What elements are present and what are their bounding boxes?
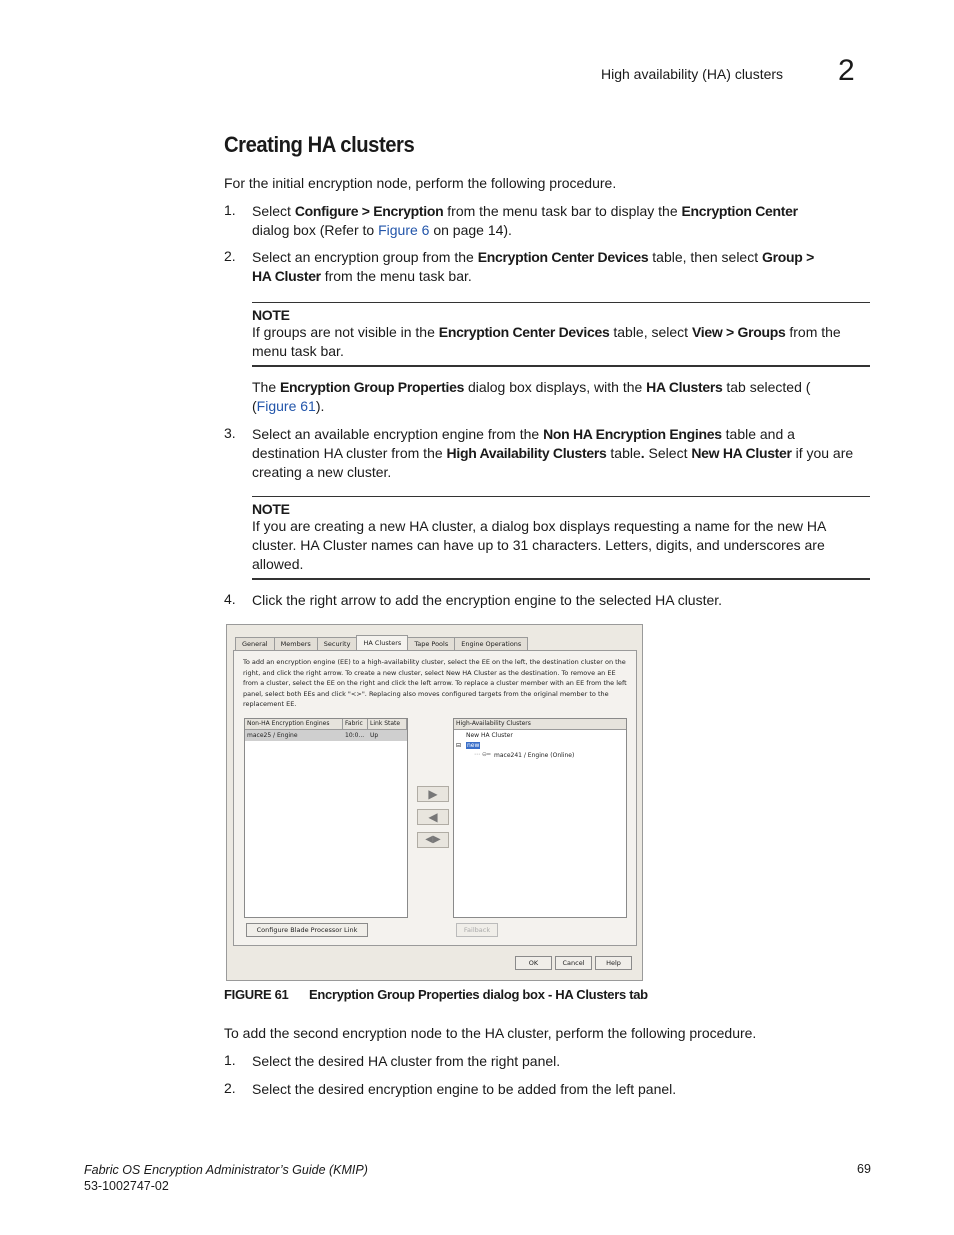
dialog-screenshot <box>226 624 643 981</box>
note-box <box>252 496 870 580</box>
tab-bar <box>235 637 527 650</box>
ok-button[interactable]: OK <box>515 956 552 970</box>
guide-title: Fabric OS Encryption Administrator’s Guide (KMIP) <box>84 1163 368 1177</box>
section-title: Creating HA clusters <box>224 132 415 157</box>
column-header[interactable]: Fabric <box>343 719 368 729</box>
dialog-description: The Encryption Group Properties dialog box displays, with the HA Clusters tab selected ( (Figure 61). <box>252 379 811 414</box>
left-arrow-button[interactable]: ◀ <box>417 809 449 825</box>
step-number: 3. <box>224 425 236 441</box>
step-number: 2. <box>224 1080 236 1096</box>
configure-blade-link-button[interactable]: Configure Blade Processor Link <box>246 923 368 937</box>
step-number: 1. <box>224 202 236 218</box>
tab-ha-clusters[interactable]: HA Clusters <box>356 635 408 650</box>
tree-header: High-Availability Clusters <box>454 719 626 730</box>
tab-general[interactable]: General <box>235 637 275 650</box>
tab-tape-pools[interactable]: Tape Pools <box>407 637 455 650</box>
figure-caption: Encryption Group Properties dialog box - HA Clusters tab <box>309 987 648 1002</box>
cancel-button[interactable]: Cancel <box>555 956 592 970</box>
right-arrow-button[interactable]: ▶ <box>417 786 449 802</box>
document-code: 53-1002747-02 <box>84 1179 169 1193</box>
ha-clusters-tree[interactable] <box>453 718 627 918</box>
step-4: Click the right arrow to add the encryption engine to the selected HA cluster. <box>252 592 723 608</box>
step-2-second: Select the desired encryption engine to be added from the left panel. <box>252 1081 677 1097</box>
intro-paragraph: For the initial encryption node, perform the following procedure. <box>224 175 617 191</box>
tab-engine-operations[interactable]: Engine Operations <box>454 637 528 650</box>
tree-expander-icon[interactable]: ⊟ <box>456 742 462 749</box>
tab-panel <box>233 650 637 946</box>
note-box <box>252 302 870 367</box>
tab-security[interactable]: Security <box>317 637 358 650</box>
tree-item-member[interactable]: mace241 / Engine (Online) <box>494 752 575 759</box>
column-header[interactable]: Link State <box>368 719 407 729</box>
table-header <box>245 719 407 730</box>
chapter-number: 2 <box>838 54 855 87</box>
column-header[interactable]: Non-HA Encryption Engines <box>245 719 343 729</box>
step-number: 2. <box>224 248 236 264</box>
footer <box>84 1162 368 1194</box>
swap-arrow-button[interactable]: ◀▶ <box>417 832 449 848</box>
note-label: NOTE <box>252 501 290 517</box>
intro-paragraph-2: To add the second encryption node to the HA cluster, perform the following procedure. <box>224 1025 757 1041</box>
page-number: 69 <box>857 1162 871 1176</box>
running-header: High availability (HA) clusters <box>601 66 784 82</box>
instructions-text: To add an encryption engine (EE) to a high-availability cluster, select the EE on the left, the destination cluster on the right, and click the right arrow. To create a new cluster, select New HA Cluster as the destination. To remove an EE from a cluster, select the EE on the right and click the left arrow. To replace a cluster member with an EE from the left panel, select both EEs and click "<>". Replacing also moves configured targets from the original member to the replacement EE. <box>243 658 627 708</box>
note-text: If groups are not visible in the Encryption Center Devices table, select View > Groups from the menu task bar. <box>252 324 841 359</box>
step-2: Select an encryption group from the Encryption Center Devices table, then select Group > HA Cluster from the menu task bar. <box>252 249 814 284</box>
step-number: 4. <box>224 591 236 607</box>
note-text: If you are creating a new HA cluster, a dialog box displays requesting a name for the new HA cluster. HA Cluster names can have up to 31 characters. Letters, digits, and underscores are allowed. <box>252 518 826 572</box>
figure-6-link[interactable]: Figure 6 <box>378 222 430 238</box>
failback-button[interactable]: Failback <box>456 923 498 937</box>
tab-members[interactable]: Members <box>274 637 318 650</box>
note-label: NOTE <box>252 307 290 323</box>
table-row[interactable]: mace25 / Engine 10:0... Up <box>245 730 407 741</box>
step-number: 1. <box>224 1052 236 1068</box>
figure-61-link[interactable]: Figure 61 <box>256 398 316 414</box>
step-1: Select Configure > Encryption from the menu task bar to display the Encryption Center dialog box (Refer to Figure 6 on page 14). <box>252 203 798 238</box>
tree-item-new-ha-cluster[interactable]: New HA Cluster <box>466 732 513 739</box>
tree-item-cluster[interactable]: new <box>467 742 480 749</box>
step-1-second: Select the desired HA cluster from the right panel. <box>252 1053 561 1069</box>
step-3: Select an available encryption engine from the Non HA Encryption Engines table and a destination HA cluster from the High Availability Clusters table. Select New HA Cluster if you are creating a new cluster. <box>252 426 854 480</box>
help-button[interactable]: Help <box>595 956 632 970</box>
non-ha-engines-table[interactable] <box>244 718 408 918</box>
figure-label: FIGURE 61 <box>224 987 289 1002</box>
engine-node-icon: ⋯ ⊖═ <box>474 751 491 758</box>
